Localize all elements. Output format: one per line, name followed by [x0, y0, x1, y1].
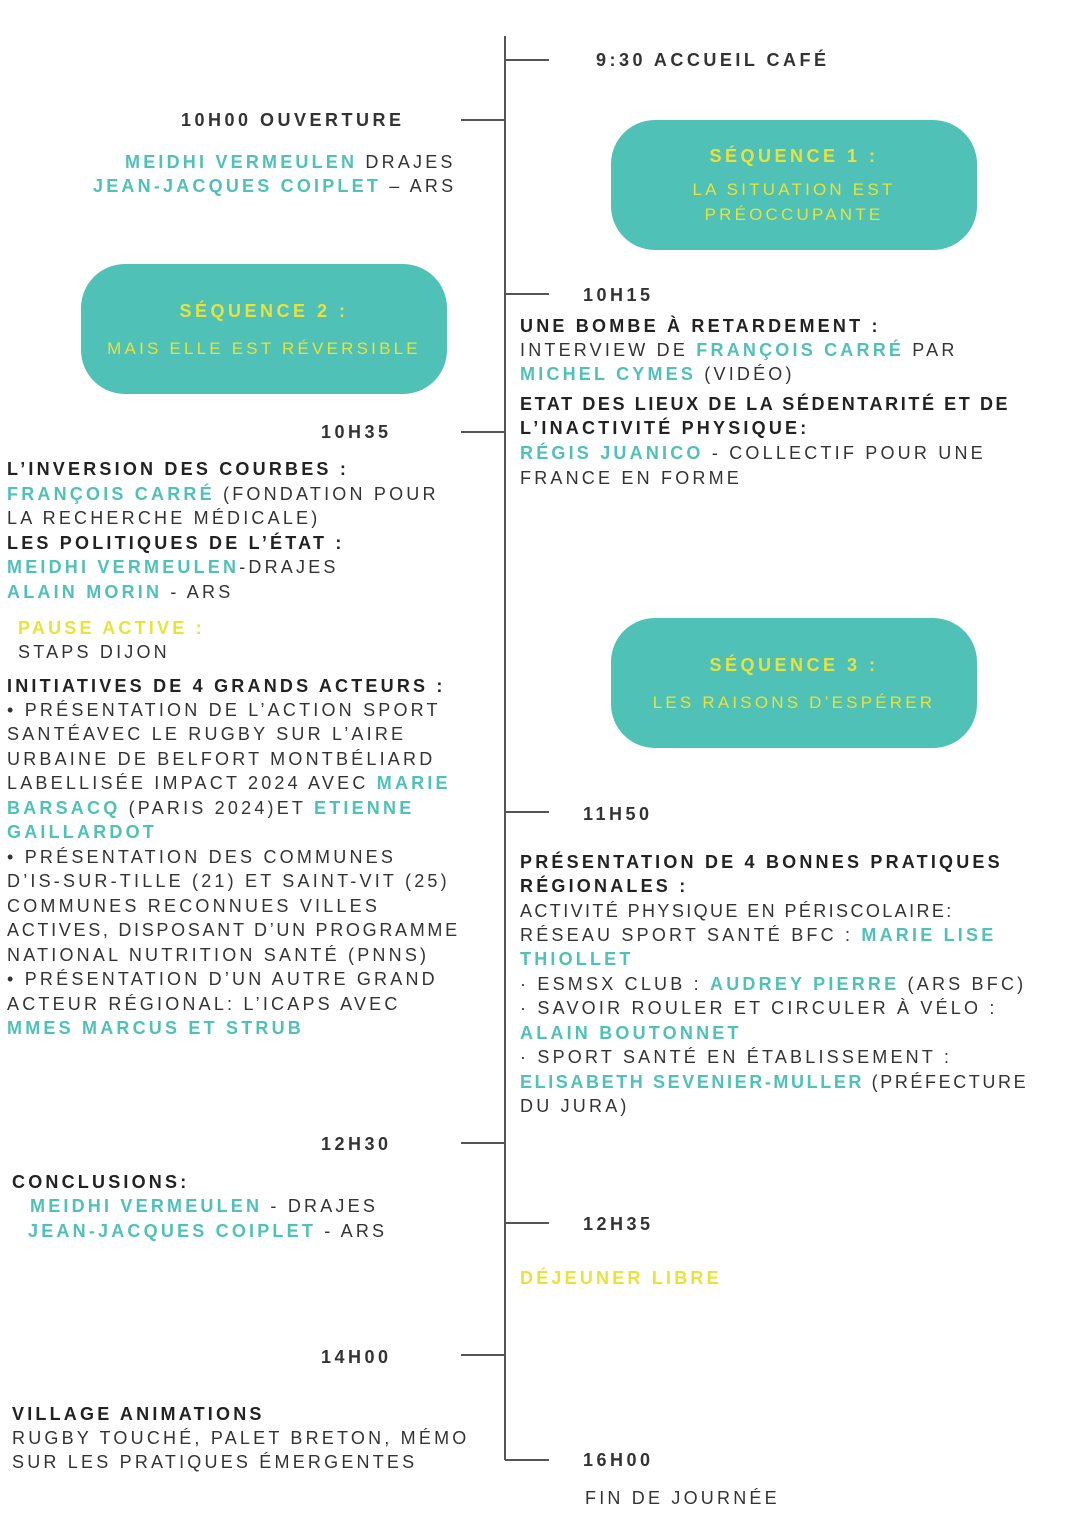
etat-line-2: FRANCE EN FORME [520, 468, 743, 488]
initiatives-line-3: URBAINE DE BELFORT MONTBÉLIARD [7, 749, 436, 769]
etat-title-2: L’INACTIVITÉ PHYSIQUE: [520, 418, 810, 438]
timeline-spine [504, 36, 506, 1460]
sequence-3-title: SÉQUENCE 3 : [709, 654, 879, 675]
sequence-1-line-2: PRÉOCCUPANTE [704, 205, 884, 224]
initiatives-line-10: ACTIVES, DISPOSANT D’UN PROGRAMME [7, 920, 460, 940]
initiatives-line-2: SANTÉAVEC LE RUGBY SUR L’AIRE [7, 724, 407, 744]
sequence-2-card [81, 264, 447, 394]
sequence-1-line-1: LA SITUATION EST [692, 180, 896, 199]
conclusions-title: CONCLUSIONS: [12, 1172, 190, 1192]
sequence-1-card [611, 120, 977, 250]
tick-1015 [505, 293, 549, 295]
initiatives-line-12: • PRÉSENTATION D’UN AUTRE GRAND [7, 969, 438, 989]
initiatives-title: INITIATIVES DE 4 GRANDS ACTEURS : [7, 676, 446, 696]
pratiques-line-5: · SAVOIR ROULER ET CIRCULER À VÉLO : [520, 998, 998, 1018]
tick-1235 [505, 1222, 549, 1224]
pratiques-line-7: · SPORT SANTÉ EN ÉTABLISSEMENT : [520, 1047, 953, 1067]
tick-1000 [461, 119, 505, 121]
initiatives-line-9: COMMUNES RECONNUES VILLES [7, 896, 381, 916]
pause-title: PAUSE ACTIVE : [18, 618, 205, 638]
sequence-3-card [611, 618, 977, 748]
time-0930: 9:30 ACCUEIL CAFÉ [596, 50, 830, 70]
inversion-line-1: FRANÇOIS CARRÉ (FONDATION POUR [7, 484, 439, 504]
conclusions-line-2: JEAN-JACQUES COIPLET - ARS [28, 1221, 388, 1241]
time-1230: 12H30 [321, 1134, 392, 1154]
time-1150: 11H50 [583, 804, 653, 824]
pratiques-line-9: DU JURA) [520, 1096, 630, 1116]
time-1015: 10H15 [583, 285, 654, 305]
pause-sub: STAPS DIJON [18, 642, 170, 662]
opening-speaker-1: MEIDHI VERMEULEN DRAJES [125, 152, 456, 172]
opening-speaker-2: JEAN-JACQUES COIPLET – ARS [93, 176, 457, 196]
bombe-line-2: MICHEL CYMES (VIDÉO) [520, 364, 795, 384]
politiques-line-1: MEIDHI VERMEULEN-DRAJES [7, 557, 339, 577]
etat-line-1: RÉGIS JUANICO - COLLECTIF POUR UNE [520, 443, 986, 463]
tick-1400 [461, 1354, 505, 1356]
time-1400: 14H00 [321, 1347, 392, 1367]
sequence-2-title: SÉQUENCE 2 : [179, 300, 349, 321]
pratiques-title-2: RÉGIONALES : [520, 876, 689, 896]
pratiques-line-8: ELISABETH SEVENIER-MULLER (PRÉFECTURE [520, 1072, 1029, 1092]
politiques-line-2: ALAIN MORIN - ARS [7, 582, 234, 602]
pratiques-line-2: RÉSEAU SPORT SANTÉ BFC : MARIE LISE [520, 925, 997, 945]
pratiques-line-6: ALAIN BOUTONNET [520, 1023, 742, 1043]
initiatives-line-13: ACTEUR RÉGIONAL: L’ICAPS AVEC [7, 994, 401, 1014]
sequence-2-line-1: MAIS ELLE EST RÉVERSIBLE [107, 338, 421, 358]
time-1000: 10H00 OUVERTURE [181, 110, 405, 130]
tick-1150 [505, 811, 549, 813]
village-line-2: SUR LES PRATIQUES ÉMERGENTES [12, 1452, 418, 1472]
sequence-3-line-1: LES RAISONS D’ESPÉRER [652, 692, 936, 712]
initiatives-line-6: GAILLARDOT [7, 822, 157, 842]
pratiques-line-1: ACTIVITÉ PHYSIQUE EN PÉRISCOLAIRE: [520, 901, 954, 921]
initiatives-line-1: • PRÉSENTATION DE L’ACTION SPORT [7, 700, 441, 720]
initiatives-line-8: D’IS-SUR-TILLE (21) ET SAINT-VIT (25) [7, 871, 450, 891]
time-1235: 12H35 [583, 1214, 654, 1234]
village-title: VILLAGE ANIMATIONS [12, 1404, 265, 1424]
sequence-1-title: SÉQUENCE 1 : [709, 146, 879, 166]
pratiques-line-4: · ESMSX CLUB : AUDREY PIERRE (ARS BFC) [520, 974, 1027, 994]
village-line-1: RUGBY TOUCHÉ, PALET BRETON, MÉMO [12, 1428, 470, 1448]
tick-1600 [505, 1459, 549, 1461]
pratiques-line-3: THIOLLET [520, 949, 634, 969]
inversion-line-2: LA RECHERCHE MÉDICALE) [7, 508, 321, 528]
fin-de-journee: FIN DE JOURNÉE [585, 1488, 780, 1508]
initiatives-line-11: NATIONAL NUTRITION SANTÉ (PNNS) [7, 945, 430, 965]
etat-title-1: ETAT DES LIEUX DE LA SÉDENTARITÉ ET DE [520, 394, 1011, 414]
bombe-title: UNE BOMBE À RETARDEMENT : [520, 316, 881, 336]
initiatives-line-4: LABELLISÉE IMPACT 2024 AVEC MARIE [7, 773, 451, 793]
politiques-title: LES POLITIQUES DE L’ÉTAT : [7, 533, 345, 553]
inversion-title: L’INVERSION DES COURBES : [7, 459, 350, 479]
time-1035: 10H35 [321, 422, 392, 442]
pratiques-title-1: PRÉSENTATION DE 4 BONNES PRATIQUES [520, 852, 1003, 872]
initiatives-line-7: • PRÉSENTATION DES COMMUNES [7, 847, 397, 867]
conclusions-line-1: MEIDHI VERMEULEN - DRAJES [30, 1196, 379, 1216]
time-1600: 16H00 [583, 1450, 654, 1470]
tick-1230 [461, 1142, 505, 1144]
initiatives-line-5: BARSACQ (PARIS 2024)ET ETIENNE [7, 798, 415, 818]
dejeuner-libre: DÉJEUNER LIBRE [520, 1268, 722, 1288]
initiatives-line-14: MMES MARCUS ET STRUB [7, 1018, 304, 1038]
tick-0930 [505, 59, 549, 61]
tick-1035 [461, 431, 505, 433]
bombe-line-1: INTERVIEW DE FRANÇOIS CARRÉ PAR [520, 340, 958, 360]
